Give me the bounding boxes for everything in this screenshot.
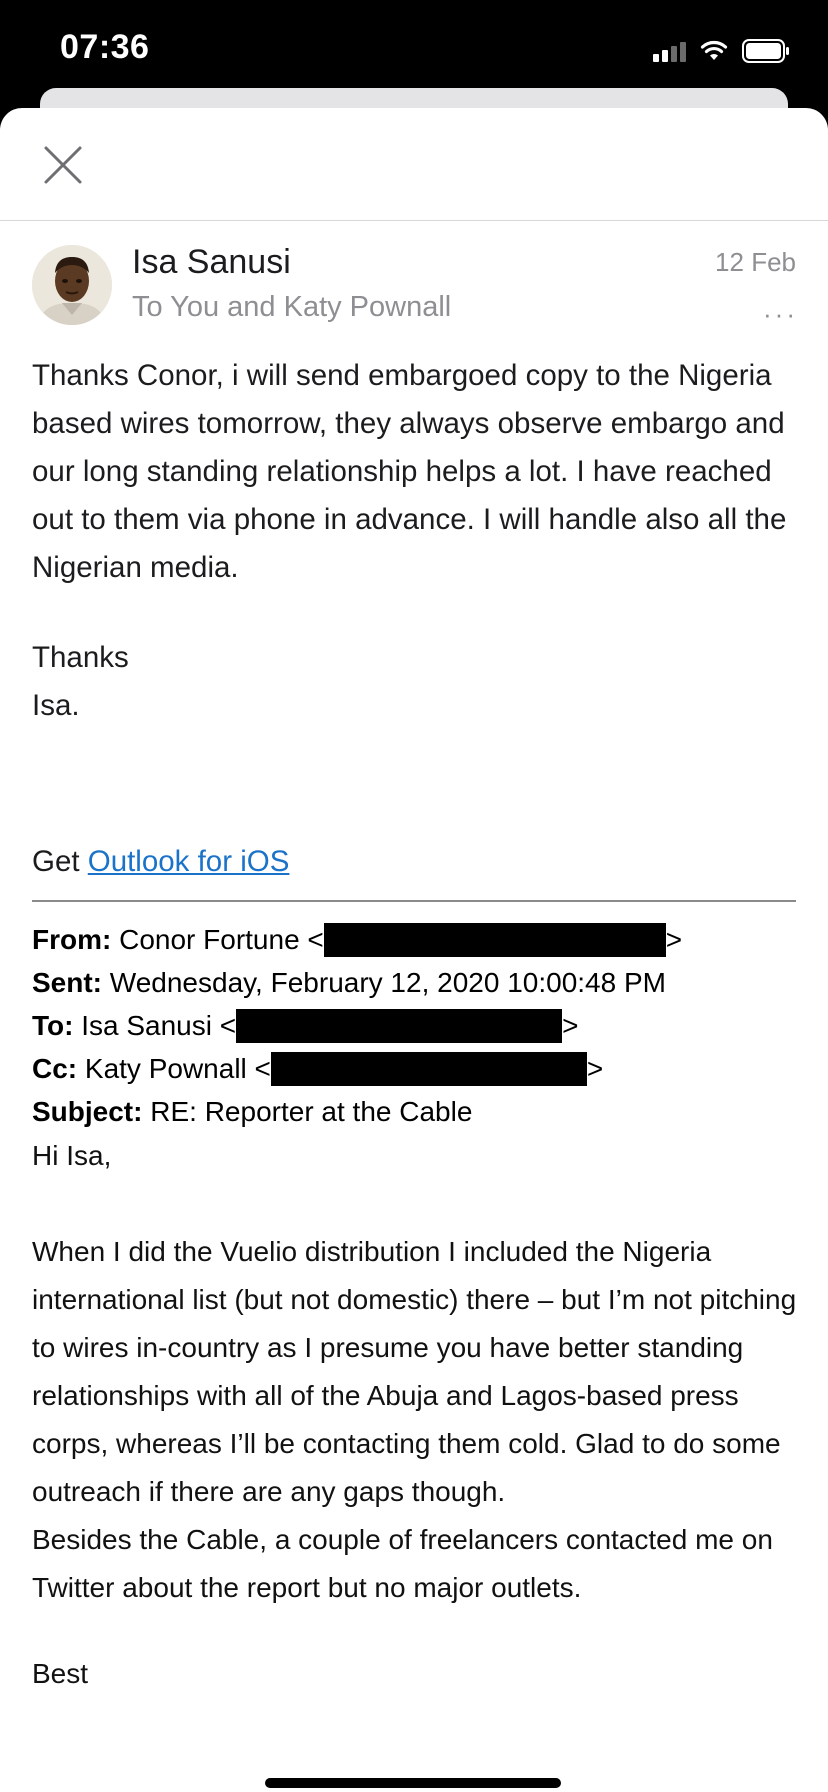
from-value: Conor Fortune < [111, 924, 324, 955]
cellular-signal-icon [653, 40, 686, 62]
wifi-icon [700, 40, 728, 62]
reply-body: Thanks Conor, i will send embargoed copy to the Nigeria based wires tomorrow, they always observe embargo and our long standing relationship helps a lot. I have reached out to them via phone in advance. I will handle also all the Nigerian media. [32, 359, 787, 584]
quote-divider [32, 900, 796, 902]
redaction-bar [271, 1052, 587, 1086]
close-icon [42, 144, 84, 186]
cc-label: Cc: [32, 1053, 78, 1084]
sender-name[interactable]: Isa Sanusi [132, 243, 291, 281]
status-icons [653, 36, 790, 66]
more-options-button[interactable]: ··· [763, 299, 798, 329]
to-value: Isa Sanusi < [73, 1010, 237, 1041]
quoted-closing: Best [32, 1658, 89, 1689]
cc-row [32, 1047, 812, 1090]
quoted-paragraph-1: When I did the Vuelio distribution I included the Nigeria international list (but not domestic) there – but I’m not pitching to wires in-country as I presume you have better standing relationships with all of the Abuja and Lagos-based press corps, whereas I’ll be contacting them cold. Glad to do some outreach if there are any gaps though. [32, 1236, 797, 1507]
message-date: 12 Feb [715, 247, 796, 277]
sent-value: Wednesday, February 12, 2020 10:00:48 PM [102, 967, 666, 998]
quoted-headers [32, 918, 812, 1133]
from-row [32, 918, 812, 961]
cc-close: > [586, 1053, 604, 1084]
recipients-line[interactable]: To You and Katy Pownall [132, 291, 452, 323]
message-sheet [0, 108, 828, 1792]
signoff [32, 634, 800, 730]
to-close: > [562, 1010, 579, 1041]
home-indicator[interactable] [265, 1778, 561, 1788]
quoted-greeting: Hi Isa, [32, 1140, 112, 1171]
sent-row [32, 961, 812, 1004]
to-label: To: [32, 1010, 74, 1041]
message-header [0, 221, 828, 335]
outlook-promo [32, 838, 800, 886]
redaction-bar [324, 923, 666, 957]
signoff-line: Thanks [32, 641, 129, 674]
promo-prefix: Get [32, 845, 88, 878]
battery-icon [742, 39, 790, 63]
avatar[interactable] [32, 245, 112, 325]
sheet-toolbar [0, 108, 828, 221]
to-row [32, 1004, 812, 1047]
redaction-bar [236, 1009, 562, 1043]
subject-label: Subject: [32, 1096, 143, 1127]
outlook-for-ios-link[interactable]: Outlook for iOS [87, 845, 290, 878]
status-time: 07:36 [60, 28, 150, 66]
from-label: From: [32, 924, 112, 955]
cc-value: Katy Pownall < [77, 1053, 271, 1084]
signoff-name: Isa. [32, 689, 80, 722]
close-button[interactable] [42, 144, 84, 186]
sent-label: Sent: [32, 967, 102, 998]
status-bar [0, 0, 828, 100]
quoted-paragraph-2: Besides the Cable, a couple of freelancers contacted me on Twitter about the report but no major outlets. [32, 1524, 773, 1603]
subject-row [32, 1090, 812, 1133]
from-close: > [665, 924, 683, 955]
subject-value: RE: Reporter at the Cable [142, 1096, 473, 1127]
